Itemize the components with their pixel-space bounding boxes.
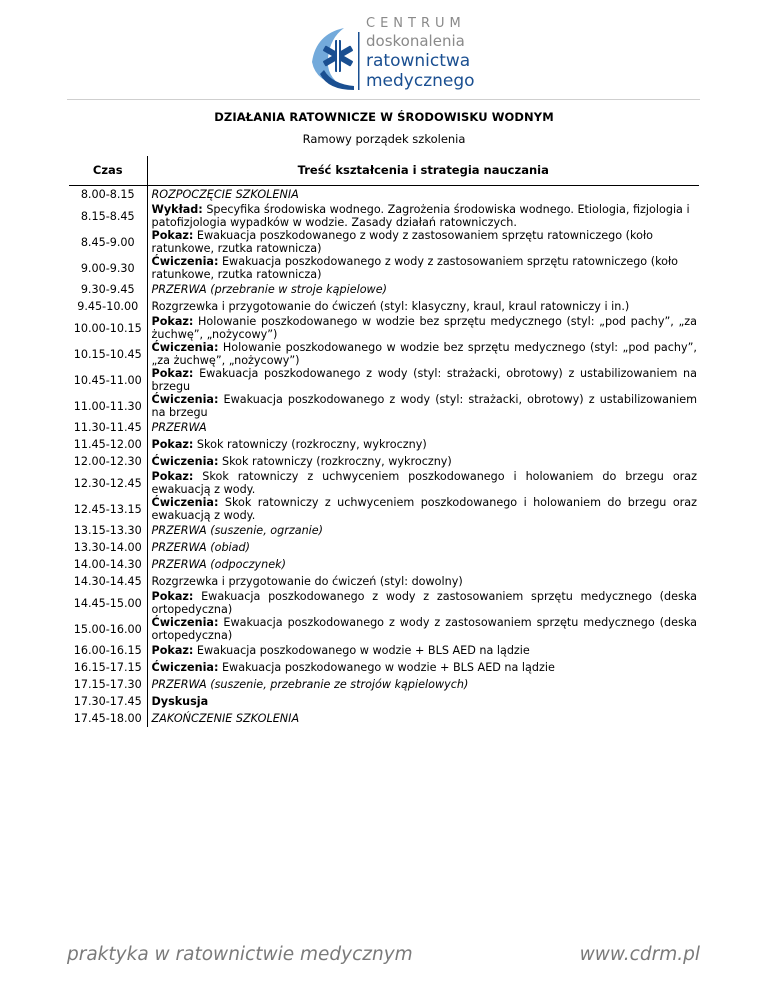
activity-type-label: Pokaz: [151,590,194,603]
header-content: Treść kształcenia i strategia nauczania [147,156,699,186]
time-cell: 17.15-17.30 [69,676,147,693]
table-row [69,436,699,453]
activity-type-label: Pokaz: [151,470,194,483]
activity-description: Ewakuacja poszkodowanego z wody (styl: strażacki, obrotowy) z ustabilizowaniem na brzegu [151,367,697,393]
table-row [69,341,699,367]
schedule-table [69,156,699,727]
logo-text-doskonalenia: doskonalenia [366,32,465,50]
activity-type-label: Pokaz: [151,315,194,328]
activity-type-label: Ćwiczenia: [151,255,219,268]
time-cell: 8.15-8.45 [69,203,147,229]
activity-description: Ewakuacja poszkodowanego z wody z zastosowaniem sprzętu ratowniczego (koło ratunkowe, rzutka ratownicza) [151,229,653,255]
header-divider [67,99,700,100]
time-cell: 13.15-13.30 [69,522,147,539]
time-cell: 17.30-17.45 [69,693,147,710]
activity-description: Ewakuacja poszkodowanego z wody z zastosowaniem sprzętu medycznego (deska ortopedyczna) [151,616,697,642]
activity-description: Ewakuacja poszkodowanego z wody (styl: strażacki, obrotowy) z ustabilizowaniem na brzegu [151,393,697,419]
time-cell: 14.00-14.30 [69,556,147,573]
content-cell [147,393,699,419]
content-cell [147,453,699,470]
activity-type-label: Ćwiczenia: [151,393,219,406]
table-row [69,539,699,556]
table-row [69,616,699,642]
footer-website: www.cdrm.pl [579,944,700,965]
table-row [69,453,699,470]
time-cell: 17.45-18.00 [69,710,147,727]
activity-description: Ewakuacja poszkodowanego w wodzie + BLS AED na lądzie [218,661,555,674]
activity-type-label: Ćwiczenia: [151,496,219,509]
content-cell [147,556,699,573]
table-row [69,255,699,281]
table-row [69,642,699,659]
activity-description: PRZERWA (przebranie w stroje kąpielowe) [151,283,387,296]
time-cell: 10.15-10.45 [69,341,147,367]
content-cell [147,710,699,727]
activity-type-label: Ćwiczenia: [151,341,219,354]
content-cell [147,298,699,315]
activity-description: ZAKOŃCZENIE SZKOLENIA [151,712,300,725]
content-cell [147,676,699,693]
time-cell: 11.30-11.45 [69,419,147,436]
activity-description: Skok ratowniczy z uchwyceniem poszkodowanego i holowaniem do brzegu oraz ewakuacją z wody. [151,496,697,522]
footer-tagline: praktyka w ratownictwie medycznym [67,944,413,965]
activity-type-label: Pokaz: [151,644,194,657]
time-cell: 11.45-12.00 [69,436,147,453]
time-cell: 16.00-16.15 [69,642,147,659]
time-cell: 12.45-13.15 [69,496,147,522]
table-row [69,186,699,204]
table-row [69,590,699,616]
table-row [69,419,699,436]
content-cell [147,419,699,436]
logo-text-medycznego: medycznego [366,71,475,91]
content-cell [147,255,699,281]
time-cell: 8.00-8.15 [69,186,147,204]
table-row [69,229,699,255]
table-row [69,522,699,539]
activity-description: Holowanie poszkodowanego w wodzie bez sprzętu medycznego (styl: „pod pachy”, „za żuchwę”, „nożycowy”) [151,315,697,341]
table-row [69,693,699,710]
time-cell: 9.00-9.30 [69,255,147,281]
activity-type-label: Pokaz: [151,438,194,451]
table-row [69,556,699,573]
content-cell [147,367,699,393]
table-row [69,298,699,315]
activity-description: PRZERWA (suszenie, przebranie ze strojów kąpielowych) [151,678,469,691]
table-row [69,659,699,676]
content-cell [147,693,699,710]
content-cell [147,436,699,453]
activity-type-label: Dyskusja [151,695,209,708]
table-row [69,393,699,419]
time-cell: 12.30-12.45 [69,470,147,496]
activity-type-label: Ćwiczenia: [151,661,219,674]
content-cell [147,203,699,229]
content-cell [147,522,699,539]
table-row [69,470,699,496]
activity-description: PRZERWA (suszenie, ogrzanie) [151,524,324,537]
table-header-row [69,156,699,186]
content-cell [147,642,699,659]
activity-description: PRZERWA [151,421,207,434]
time-cell: 10.00-10.15 [69,315,147,341]
time-cell: 14.45-15.00 [69,590,147,616]
time-cell: 8.45-9.00 [69,229,147,255]
content-cell [147,496,699,522]
activity-type-label: Wykład: [151,203,203,216]
time-cell: 10.45-11.00 [69,367,147,393]
content-cell [147,616,699,642]
table-row [69,367,699,393]
content-cell [147,590,699,616]
logo-text-ratownictwa: ratownictwa [366,51,471,71]
activity-description: Ewakuacja poszkodowanego w wodzie + BLS AED na lądzie [193,644,530,657]
table-row [69,203,699,229]
table-row [69,281,699,298]
activity-description: Holowanie poszkodowanego w wodzie bez sprzętu medycznego (styl: „pod pachy”, „za żuchwę”, „nożycowy”) [151,341,697,367]
table-row [69,676,699,693]
activity-description: Skok ratowniczy (rozkroczny, wykroczny) [193,438,427,451]
organization-logo [302,14,475,94]
activity-description: Rozgrzewka i przygotowanie do ćwiczeń (styl: klasyczny, kraul, kraul ratowniczy i in.) [151,300,630,313]
activity-description: Skok ratowniczy z uchwyceniem poszkodowanego i holowaniem do brzegu oraz ewakuacją z wody. [151,470,697,496]
schedule-body [69,186,699,728]
content-cell [147,186,699,204]
content-cell [147,470,699,496]
activity-type-label: Pokaz: [151,229,194,242]
activity-description: PRZERWA (odpoczynek) [151,558,286,571]
time-cell: 14.30-14.45 [69,573,147,590]
time-cell: 9.30-9.45 [69,281,147,298]
activity-description: PRZERWA (obiad) [151,541,250,554]
activity-description: Specyfika środowiska wodnego. Zagrożenia środowiska wodnego. Etiologia, fizjologia i patofizjologia wypadków w wodzie. Zasady działań ratowniczych. [151,203,690,229]
content-cell [147,341,699,367]
activity-description: Skok ratowniczy (rozkroczny, wykroczny) [218,455,452,468]
time-cell: 9.45-10.00 [69,298,147,315]
activity-description: Ewakuacja poszkodowanego z wody z zastosowaniem sprzętu medycznego (deska ortopedyczna) [151,590,697,616]
table-row [69,573,699,590]
activity-type-label: Ćwiczenia: [151,455,219,468]
activity-type-label: Pokaz: [151,367,194,380]
content-cell [147,659,699,676]
content-cell [147,229,699,255]
activity-description: ROZPOCZĘCIE SZKOLENIA [151,188,299,201]
document-title: DZIAŁANIA RATOWNICZE W ŚRODOWISKU WODNYM [214,110,554,124]
table-row [69,496,699,522]
time-cell: 11.00-11.30 [69,393,147,419]
document-subtitle: Ramowy porządek szkolenia [302,132,466,146]
header-time: Czas [69,156,147,186]
time-cell: 16.15-17.15 [69,659,147,676]
activity-description: Rozgrzewka i przygotowanie do ćwiczeń (styl: dowolny) [151,575,463,588]
table-row [69,710,699,727]
time-cell: 12.00-12.30 [69,453,147,470]
table-row [69,315,699,341]
content-cell [147,539,699,556]
logo-text-centrum: CENTRUM [366,16,466,31]
activity-type-label: Ćwiczenia: [151,616,219,629]
activity-description: Ewakuacja poszkodowanego z wody z zastosowaniem sprzętu ratowniczego (koło ratunkowe, rzutka ratownicza) [151,255,679,281]
content-cell [147,315,699,341]
content-cell [147,573,699,590]
content-cell [147,281,699,298]
time-cell: 15.00-16.00 [69,616,147,642]
time-cell: 13.30-14.00 [69,539,147,556]
